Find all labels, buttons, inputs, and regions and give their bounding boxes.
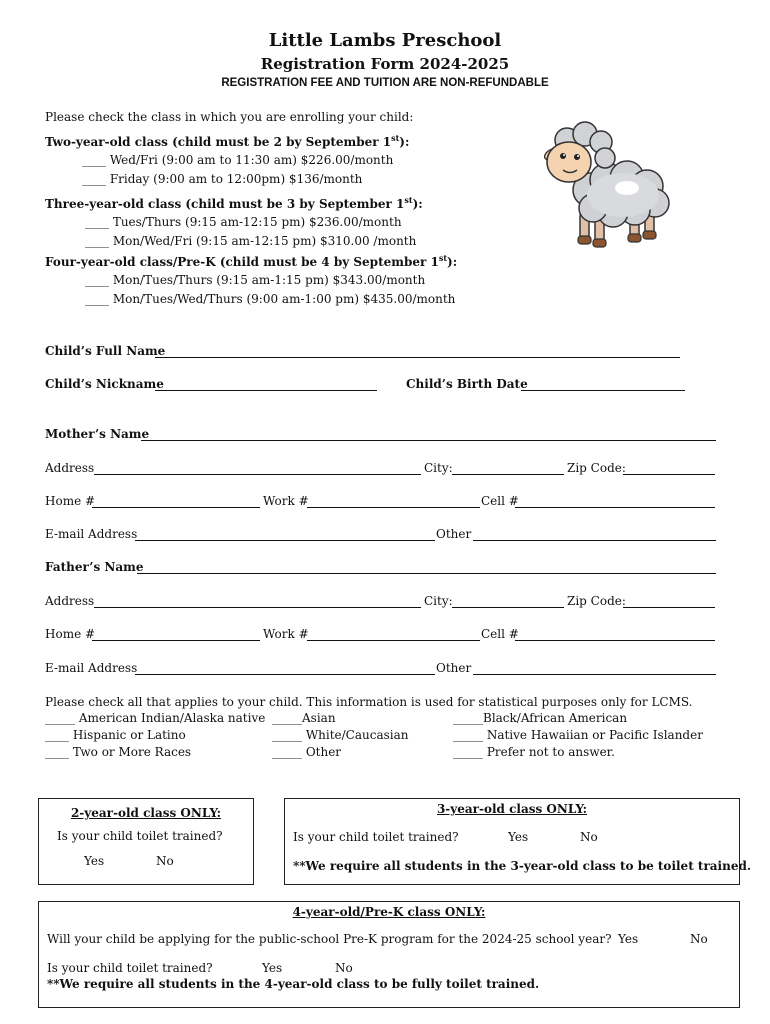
three-year-option[interactable]: ____ Mon/Wed/Fri (9:15 am-12:15 pm) $310.00 /month [85,234,417,248]
two-year-option[interactable]: ____ Wed/Fri (9:00 am to 11:30 am) $226.00/month [82,153,394,167]
mother-city-field[interactable] [452,474,564,475]
mother-other-label: Other [436,527,472,541]
father-address-label: Address [45,594,95,608]
ethnicity-option[interactable]: _____Asian [272,711,336,725]
mother-address-label: Address [45,461,95,475]
pre-k-question: Will your child be applying for the public-school Pre-K program for the 2024-25 school year? [47,932,612,946]
two-year-heading: Two-year-old class (child must be 2 by September 1st): [45,133,410,149]
child-birth-date-label: Child’s Birth Date [406,377,528,391]
child-full-name-label: Child’s Full Name [45,344,166,358]
two-year-toilet-question: Is your child toilet trained? [57,829,223,843]
two-year-yes[interactable]: Yes [84,854,105,868]
father-zip-field[interactable] [623,607,715,608]
mother-email-label: E-mail Address [45,527,138,541]
two-year-box-title: 2-year-old class ONLY: [70,806,222,820]
ethnicity-option[interactable]: _____ Other [272,745,342,759]
lamb-illustration [535,118,680,253]
mother-other-field[interactable] [473,540,716,541]
four-year-no[interactable]: No [335,961,353,975]
ethnicity-option[interactable]: ____ Hispanic or Latino [45,728,186,742]
two-year-option[interactable]: ____ Friday (9:00 am to 12:00pm) $136/month [82,172,363,186]
three-year-toilet-question: Is your child toilet trained? [293,830,459,844]
mother-name-field[interactable] [141,440,716,441]
mother-work-label: Work # [263,494,309,508]
father-name-label: Father’s Name [45,560,144,574]
three-year-box-title: 3-year-old class ONLY: [436,802,588,816]
four-year-option[interactable]: ____ Mon/Tues/Wed/Thurs (9:00 am-1:00 pm) $435.00/month [85,292,456,306]
four-year-heading: Four-year-old class/Pre-K (child must be 4 by September 1st): [45,253,458,269]
refund-notice: REGISTRATION FEE AND TUITION ARE NON-REFUNDABLE [221,77,549,89]
father-email-field[interactable] [135,674,435,675]
four-year-note: **We require all students in the 4-year-old class to be fully toilet trained. [47,977,540,991]
ethnicity-intro: Please check all that applies to your child. This information is used for statistical purposes only for LCMS. [45,695,693,709]
mother-name-label: Mother’s Name [45,427,150,441]
mother-home-label: Home # [45,494,96,508]
father-city-label: City: [424,594,453,608]
child-nickname-label: Child’s Nickname [45,377,164,391]
ethnicity-option[interactable]: _____ American Indian/Alaska native [45,711,266,725]
three-year-note: **We require all students in the 3-year-old class to be toilet trained. [293,859,752,873]
father-home-field[interactable] [92,640,260,641]
two-year-no[interactable]: No [156,854,174,868]
mother-cell-label: Cell # [481,494,519,508]
pre-k-no[interactable]: No [690,932,708,946]
three-year-yes[interactable]: Yes [508,830,529,844]
child-nickname-field[interactable] [155,390,377,391]
father-email-label: E-mail Address [45,661,138,675]
ethnicity-option[interactable]: _____Black/African American [453,711,628,725]
child-birth-date-field[interactable] [521,390,685,391]
father-work-field[interactable] [307,640,480,641]
school-name: Little Lambs Preschool [268,30,502,51]
three-year-no[interactable]: No [580,830,598,844]
father-city-field[interactable] [452,607,564,608]
form-title: Registration Form 2024-2025 [260,55,510,73]
father-name-field[interactable] [137,573,716,574]
child-full-name-field[interactable] [155,357,680,358]
father-other-label: Other [436,661,472,675]
father-other-field[interactable] [473,674,716,675]
four-year-box-title: 4-year-old/Pre-K class ONLY: [292,905,486,919]
four-year-option[interactable]: ____ Mon/Tues/Thurs (9:15 am-1:15 pm) $343.00/month [85,273,426,287]
father-work-label: Work # [263,627,309,641]
father-home-label: Home # [45,627,96,641]
class-intro: Please check the class in which you are enrolling your child: [45,110,414,124]
mother-zip-label: Zip Code: [567,461,626,475]
ethnicity-option[interactable]: _____ White/Caucasian [272,728,409,742]
mother-work-field[interactable] [307,507,480,508]
father-address-field[interactable] [94,607,421,608]
ethnicity-option[interactable]: _____ Native Hawaiian or Pacific Islander [453,728,703,742]
father-cell-field[interactable] [515,640,715,641]
ethnicity-option[interactable]: _____ Prefer not to answer. [453,745,615,759]
mother-city-label: City: [424,461,453,475]
mother-address-field[interactable] [94,474,421,475]
four-year-yes[interactable]: Yes [262,961,283,975]
mother-cell-field[interactable] [515,507,715,508]
father-zip-label: Zip Code: [567,594,626,608]
three-year-heading: Three-year-old class (child must be 3 by September 1st): [45,195,423,211]
mother-zip-field[interactable] [623,474,715,475]
pre-k-yes[interactable]: Yes [618,932,639,946]
mother-email-field[interactable] [135,540,435,541]
three-year-option[interactable]: ____ Tues/Thurs (9:15 am-12:15 pm) $236.00/month [85,215,402,229]
four-year-toilet-question: Is your child toilet trained? [47,961,213,975]
mother-home-field[interactable] [92,507,260,508]
ethnicity-option[interactable]: ____ Two or More Races [45,745,192,759]
father-cell-label: Cell # [481,627,519,641]
